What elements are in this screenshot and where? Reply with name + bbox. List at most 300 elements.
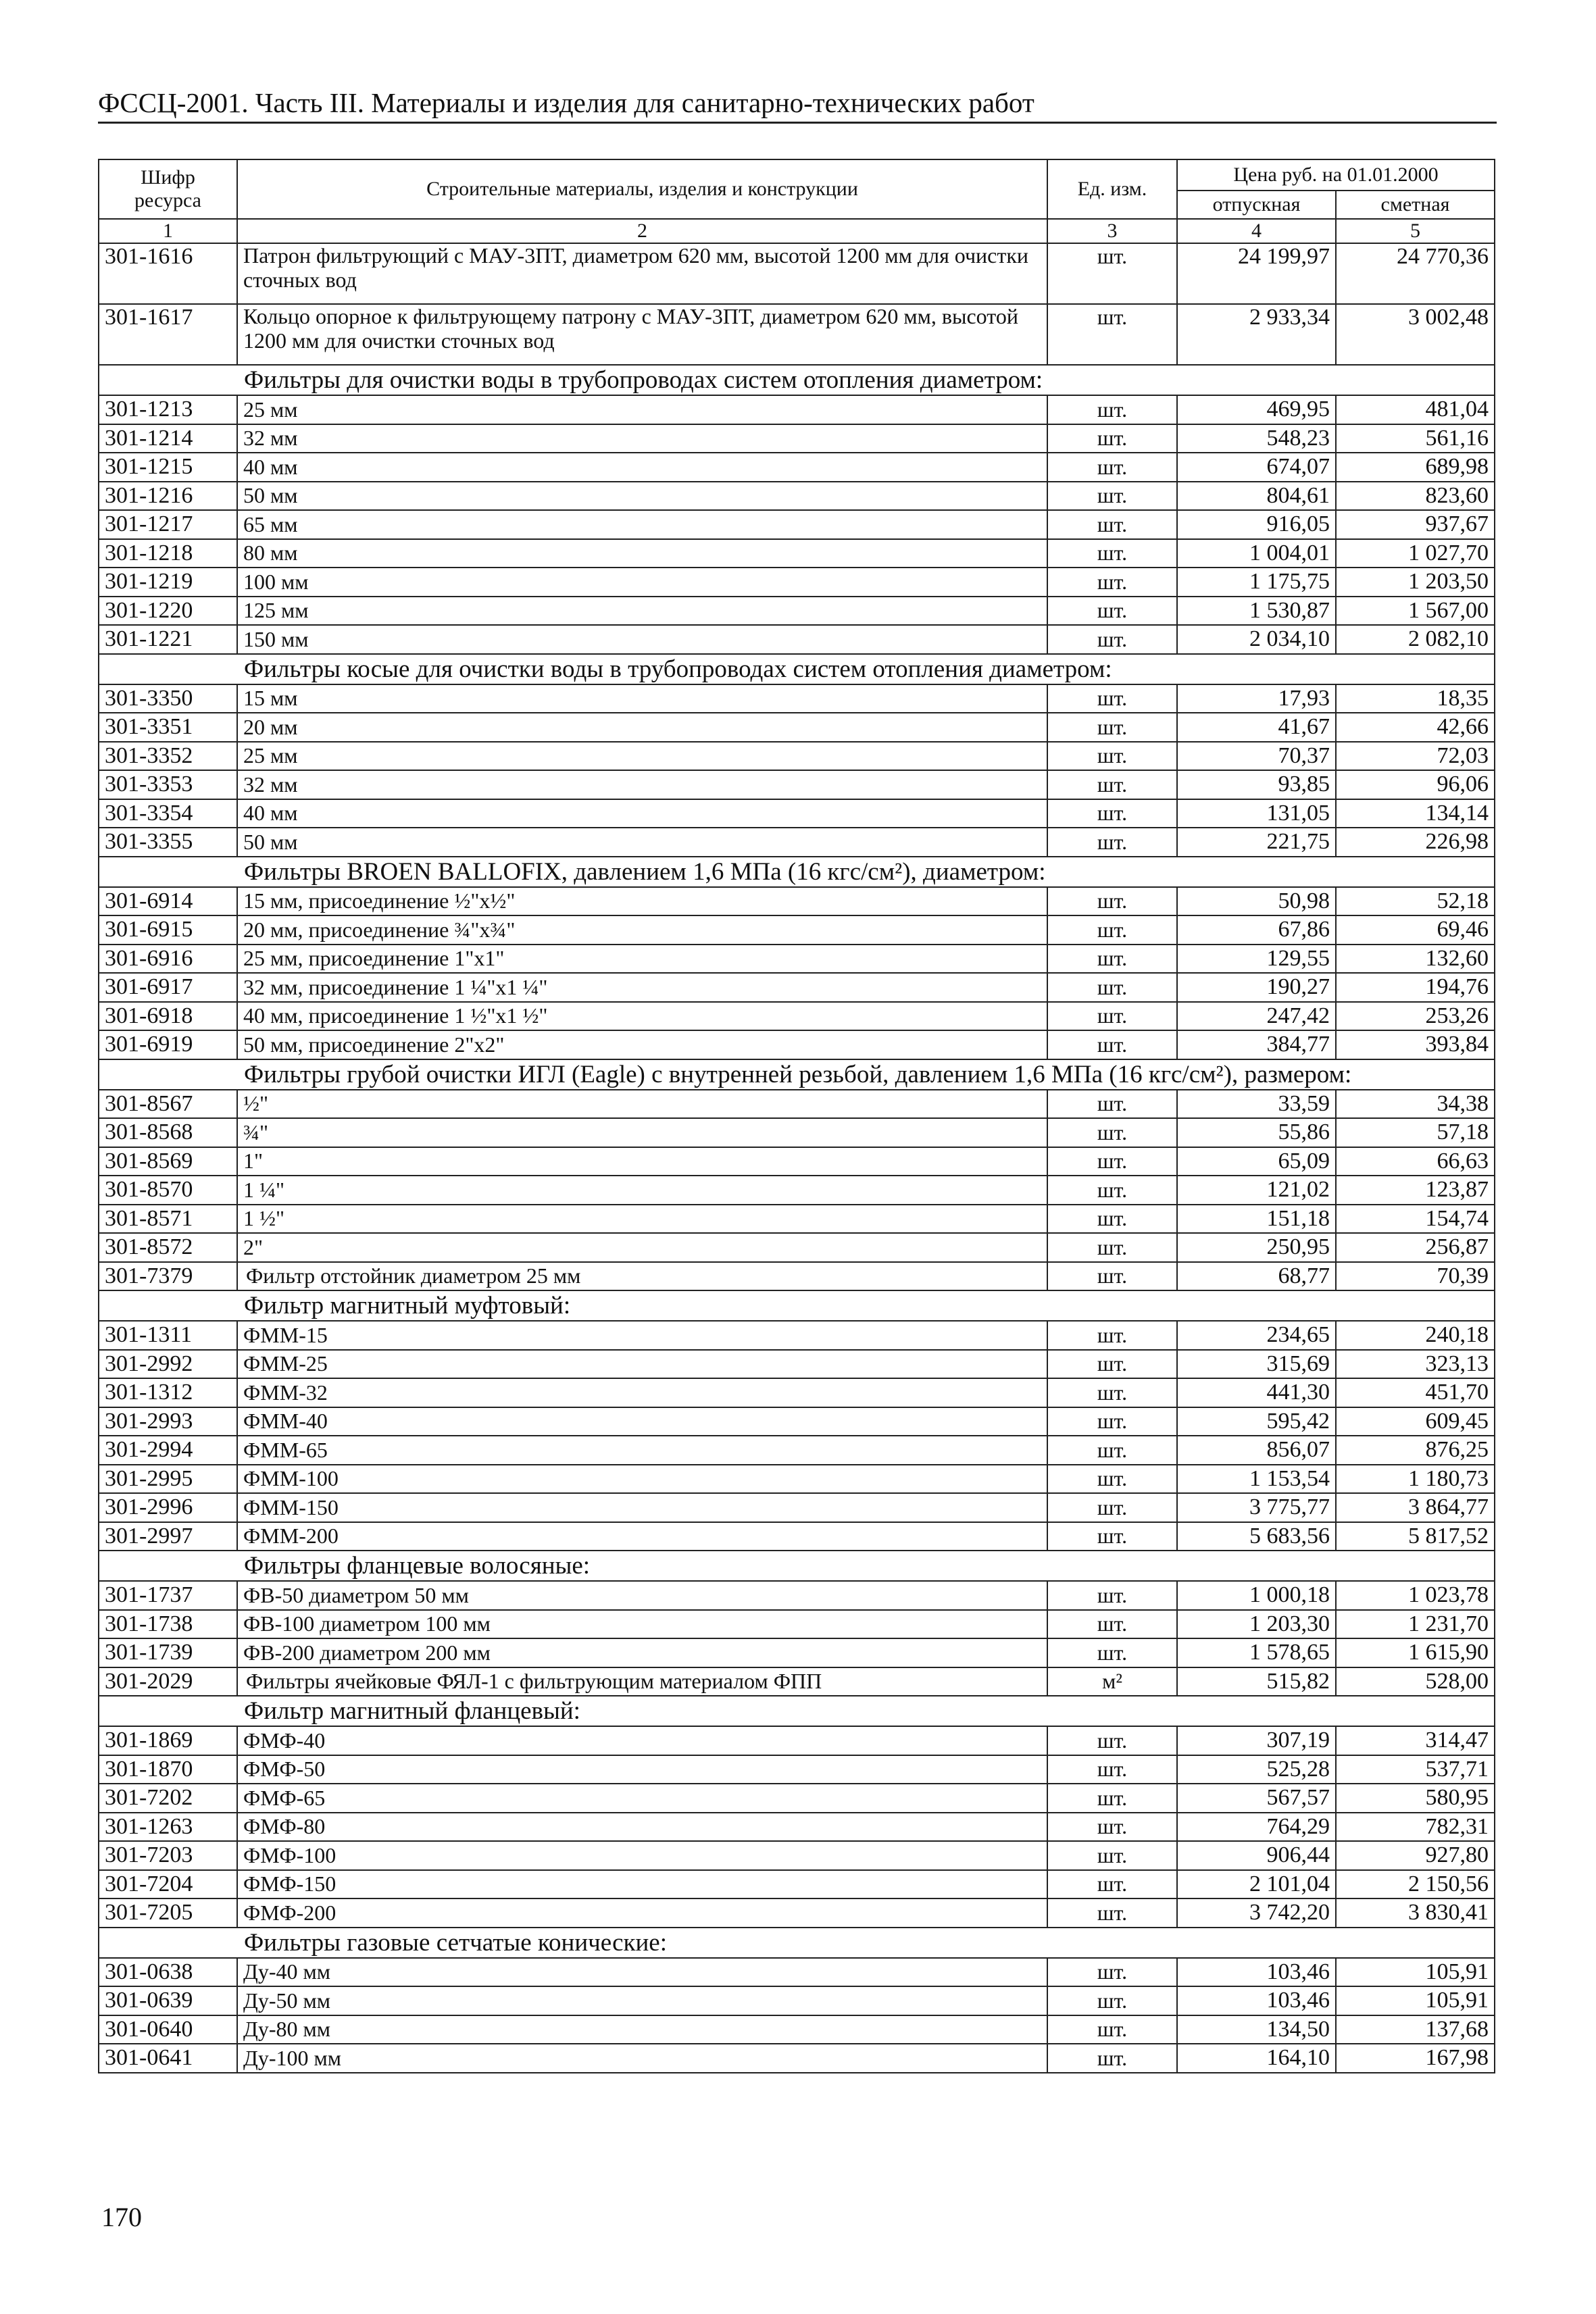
item-name: ФММ-200	[237, 1522, 1047, 1551]
table-row	[99, 1147, 1495, 1176]
resource-code: 301-1220	[99, 597, 237, 626]
resource-code: 301-1617	[99, 304, 237, 365]
header-unit: Ед. изм.	[1047, 159, 1177, 219]
table-row	[99, 1581, 1495, 1610]
release-price: 3 742,20	[1177, 1898, 1336, 1928]
release-price: 2 101,04	[1177, 1870, 1336, 1899]
unit-cell: шт.	[1047, 770, 1177, 799]
item-name: Ду-80 мм	[237, 2015, 1047, 2044]
release-price: 548,23	[1177, 424, 1336, 453]
item-name: 25 мм, присоединение 1"х1"	[237, 945, 1047, 974]
table-row	[99, 2044, 1495, 2073]
estimate-price: 226,98	[1336, 828, 1495, 857]
unit-cell: шт.	[1047, 1841, 1177, 1870]
section-row	[99, 1290, 1495, 1321]
release-price: 70,37	[1177, 742, 1336, 771]
item-name: 32 мм, присоединение 1 ¼"х1 ¼"	[237, 973, 1047, 1002]
release-price: 134,50	[1177, 2015, 1336, 2044]
release-price: 24 199,97	[1177, 243, 1336, 304]
column-number: 4	[1177, 219, 1336, 243]
unit-cell: шт.	[1047, 568, 1177, 597]
table-row	[99, 799, 1495, 828]
item-name: 20 мм, присоединение ¾"х¾"	[237, 915, 1047, 945]
estimate-price: 42,66	[1336, 713, 1495, 742]
unit-cell: шт.	[1047, 1638, 1177, 1667]
estimate-price: 2 150,56	[1336, 1870, 1495, 1899]
resource-code: 301-2995	[99, 1465, 237, 1494]
table-row	[99, 1755, 1495, 1784]
unit-cell: шт.	[1047, 1262, 1177, 1291]
estimate-price: 134,14	[1336, 799, 1495, 828]
estimate-price: 240,18	[1336, 1321, 1495, 1350]
release-price: 1 004,01	[1177, 539, 1336, 568]
unit-cell: шт.	[1047, 1030, 1177, 1059]
resource-code: 301-1739	[99, 1638, 237, 1667]
unit-cell: шт.	[1047, 1726, 1177, 1755]
release-price: 1 530,87	[1177, 597, 1336, 626]
item-name: Фильтры ячейковые ФЯЛ-1 с фильтрующим материалом ФПП	[237, 1667, 1047, 1696]
unit-cell: шт.	[1047, 625, 1177, 654]
table-row	[99, 453, 1495, 482]
table-row	[99, 684, 1495, 713]
resource-code: 301-8569	[99, 1147, 237, 1176]
estimate-price: 3 002,48	[1336, 304, 1495, 365]
unit-cell: шт.	[1047, 1147, 1177, 1176]
release-price: 67,86	[1177, 915, 1336, 945]
item-name: 40 мм, присоединение 1 ½"х1 ½"	[237, 1002, 1047, 1031]
table-row	[99, 482, 1495, 511]
item-name: ФВ-200 диаметром 200 мм	[237, 1638, 1047, 1667]
table-row	[99, 1118, 1495, 1147]
estimate-price: 481,04	[1336, 395, 1495, 424]
item-name: 100 мм	[237, 568, 1047, 597]
resource-code: 301-1221	[99, 625, 237, 654]
estimate-price: 256,87	[1336, 1233, 1495, 1262]
page-number: 170	[101, 2202, 142, 2232]
section-title: Фильтры BROEN BALLOFIX, давлением 1,6 МПа (16 кгс/см²), диаметром:	[99, 857, 1495, 887]
table-row	[99, 510, 1495, 539]
unit-cell: шт.	[1047, 713, 1177, 742]
item-name: 125 мм	[237, 597, 1047, 626]
estimate-price: 154,74	[1336, 1205, 1495, 1234]
estimate-price: 3 830,41	[1336, 1898, 1495, 1928]
estimate-price: 70,39	[1336, 1262, 1495, 1291]
estimate-price: 314,47	[1336, 1726, 1495, 1755]
table-row	[99, 1176, 1495, 1205]
section-title: Фильтр магнитный муфтовый:	[99, 1290, 1495, 1321]
estimate-price: 69,46	[1336, 915, 1495, 945]
unit-cell: шт.	[1047, 510, 1177, 539]
item-name: ФММ-65	[237, 1436, 1047, 1465]
table-row	[99, 1090, 1495, 1119]
release-price: 221,75	[1177, 828, 1336, 857]
unit-cell: шт.	[1047, 1378, 1177, 1407]
estimate-price: 393,84	[1336, 1030, 1495, 1059]
unit-cell: шт.	[1047, 915, 1177, 945]
release-price: 515,82	[1177, 1667, 1336, 1696]
section-title: Фильтры косые для очистки воды в трубопроводах систем отопления диаметром:	[99, 654, 1495, 684]
item-name: Ду-40 мм	[237, 1958, 1047, 1987]
column-number: 1	[99, 219, 237, 243]
release-price: 234,65	[1177, 1321, 1336, 1350]
unit-cell: шт.	[1047, 1205, 1177, 1234]
item-name: Ду-100 мм	[237, 2044, 1047, 2073]
table-row	[99, 945, 1495, 974]
item-name: 50 мм	[237, 828, 1047, 857]
table-row	[99, 1002, 1495, 1031]
release-price: 1 203,30	[1177, 1610, 1336, 1639]
estimate-price: 528,00	[1336, 1667, 1495, 1696]
unit-cell: м²	[1047, 1667, 1177, 1696]
unit-cell: шт.	[1047, 1118, 1177, 1147]
table-row	[99, 1726, 1495, 1755]
section-row	[99, 1551, 1495, 1581]
release-price: 68,77	[1177, 1262, 1336, 1291]
unit-cell: шт.	[1047, 304, 1177, 365]
unit-cell: шт.	[1047, 1465, 1177, 1494]
release-price: 906,44	[1177, 1841, 1336, 1870]
release-price: 3 775,77	[1177, 1493, 1336, 1522]
unit-cell: шт.	[1047, 2044, 1177, 2073]
item-name: ½"	[237, 1090, 1047, 1119]
resource-code: 301-1616	[99, 243, 237, 304]
item-name: 65 мм	[237, 510, 1047, 539]
estimate-price: 57,18	[1336, 1118, 1495, 1147]
unit-cell: шт.	[1047, 1755, 1177, 1784]
resource-code: 301-8568	[99, 1118, 237, 1147]
item-name: ФМФ-40	[237, 1726, 1047, 1755]
estimate-price: 167,98	[1336, 2044, 1495, 2073]
resource-code: 301-1263	[99, 1813, 237, 1842]
unit-cell: шт.	[1047, 1176, 1177, 1205]
table-row	[99, 713, 1495, 742]
estimate-price: 689,98	[1336, 453, 1495, 482]
table-row	[99, 2015, 1495, 2044]
resource-code: 301-1215	[99, 453, 237, 482]
section-title: Фильтры газовые сетчатые конические:	[99, 1928, 1495, 1958]
resource-code: 301-3354	[99, 799, 237, 828]
estimate-price: 537,71	[1336, 1755, 1495, 1784]
table-row	[99, 1522, 1495, 1551]
table-row	[99, 1986, 1495, 2015]
release-price: 595,42	[1177, 1407, 1336, 1436]
estimate-price: 823,60	[1336, 482, 1495, 511]
table-row	[99, 1841, 1495, 1870]
release-price: 33,59	[1177, 1090, 1336, 1119]
estimate-price: 123,87	[1336, 1176, 1495, 1205]
unit-cell: шт.	[1047, 1870, 1177, 1899]
unit-cell: шт.	[1047, 1813, 1177, 1842]
release-price: 17,93	[1177, 684, 1336, 713]
item-name: Патрон фильтрующий с МАУ-3ПТ, диаметром 620 мм, высотой 1200 мм для очистки сточных вод	[237, 243, 1047, 304]
unit-cell: шт.	[1047, 1493, 1177, 1522]
release-price: 441,30	[1177, 1378, 1336, 1407]
table-row	[99, 1667, 1495, 1696]
release-price: 2 933,34	[1177, 304, 1336, 365]
release-price: 151,18	[1177, 1205, 1336, 1234]
unit-cell: шт.	[1047, 1784, 1177, 1813]
unit-cell: шт.	[1047, 742, 1177, 771]
section-row	[99, 654, 1495, 684]
release-price: 469,95	[1177, 395, 1336, 424]
estimate-price: 451,70	[1336, 1378, 1495, 1407]
release-price: 103,46	[1177, 1958, 1336, 1987]
unit-cell: шт.	[1047, 1986, 1177, 2015]
resource-code: 301-3350	[99, 684, 237, 713]
release-price: 764,29	[1177, 1813, 1336, 1842]
resource-code: 301-7204	[99, 1870, 237, 1899]
item-name: Фильтр отстойник диаметром 25 мм	[237, 1262, 1047, 1291]
estimate-price: 2 082,10	[1336, 625, 1495, 654]
resource-code: 301-1312	[99, 1378, 237, 1407]
table-row	[99, 1350, 1495, 1379]
release-price: 41,67	[1177, 713, 1336, 742]
unit-cell: шт.	[1047, 1522, 1177, 1551]
unit-cell: шт.	[1047, 1610, 1177, 1639]
item-name: ФММ-32	[237, 1378, 1047, 1407]
estimate-price: 561,16	[1336, 424, 1495, 453]
resource-code: 301-6916	[99, 945, 237, 974]
release-price: 307,19	[1177, 1726, 1336, 1755]
item-name: Ду-50 мм	[237, 1986, 1047, 2015]
release-price: 131,05	[1177, 799, 1336, 828]
table-row	[99, 1813, 1495, 1842]
release-price: 121,02	[1177, 1176, 1336, 1205]
resource-code: 301-7379	[99, 1262, 237, 1291]
resource-code: 301-2029	[99, 1667, 237, 1696]
item-name: ФММ-25	[237, 1350, 1047, 1379]
table-row	[99, 625, 1495, 654]
table-row	[99, 1958, 1495, 1987]
unit-cell: шт.	[1047, 945, 1177, 974]
estimate-price: 34,38	[1336, 1090, 1495, 1119]
item-name: ФМФ-150	[237, 1870, 1047, 1899]
section-title: Фильтр магнитный фланцевый:	[99, 1696, 1495, 1726]
unit-cell: шт.	[1047, 1090, 1177, 1119]
release-price: 190,27	[1177, 973, 1336, 1002]
item-name: 1 ¼"	[237, 1176, 1047, 1205]
release-price: 2 034,10	[1177, 625, 1336, 654]
estimate-price: 52,18	[1336, 887, 1495, 916]
item-name: 50 мм, присоединение 2"х2"	[237, 1030, 1047, 1059]
column-number: 3	[1047, 219, 1177, 243]
table-row	[99, 828, 1495, 857]
item-name: 1"	[237, 1147, 1047, 1176]
item-name: ФВ-50 диаметром 50 мм	[237, 1581, 1047, 1610]
resource-code: 301-7203	[99, 1841, 237, 1870]
unit-cell: шт.	[1047, 684, 1177, 713]
unit-cell: шт.	[1047, 887, 1177, 916]
table-row	[99, 1638, 1495, 1667]
item-name: 2"	[237, 1233, 1047, 1262]
item-name: ¾"	[237, 1118, 1047, 1147]
resource-code: 301-0639	[99, 1986, 237, 2015]
estimate-price: 1 023,78	[1336, 1581, 1495, 1610]
section-row	[99, 857, 1495, 887]
table-row	[99, 1205, 1495, 1234]
resource-code: 301-6914	[99, 887, 237, 916]
release-price: 856,07	[1177, 1436, 1336, 1465]
section-title: Фильтры для очистки воды в трубопроводах систем отопления диаметром:	[99, 365, 1495, 395]
resource-code: 301-8571	[99, 1205, 237, 1234]
item-name: 32 мм	[237, 770, 1047, 799]
table-row	[99, 1407, 1495, 1436]
estimate-price: 253,26	[1336, 1002, 1495, 1031]
item-name: ФММ-15	[237, 1321, 1047, 1350]
table-row	[99, 915, 1495, 945]
resource-code: 301-6917	[99, 973, 237, 1002]
unit-cell: шт.	[1047, 1581, 1177, 1610]
item-name: ФММ-100	[237, 1465, 1047, 1494]
release-price: 916,05	[1177, 510, 1336, 539]
item-name: 40 мм	[237, 453, 1047, 482]
estimate-price: 105,91	[1336, 1986, 1495, 2015]
estimate-price: 3 864,77	[1336, 1493, 1495, 1522]
estimate-price: 72,03	[1336, 742, 1495, 771]
resource-code: 301-1869	[99, 1726, 237, 1755]
resource-code: 301-3352	[99, 742, 237, 771]
item-name: 80 мм	[237, 539, 1047, 568]
section-title: Фильтры фланцевые волосяные:	[99, 1551, 1495, 1581]
unit-cell: шт.	[1047, 482, 1177, 511]
item-name: ФММ-40	[237, 1407, 1047, 1436]
release-price: 65,09	[1177, 1147, 1336, 1176]
unit-cell: шт.	[1047, 1321, 1177, 1350]
item-name: 25 мм	[237, 742, 1047, 771]
unit-cell: шт.	[1047, 2015, 1177, 2044]
header-code: Шифр ресурса	[99, 159, 237, 219]
estimate-price: 24 770,36	[1336, 243, 1495, 304]
table-row	[99, 304, 1495, 365]
item-name: ФМФ-50	[237, 1755, 1047, 1784]
resource-code: 301-1737	[99, 1581, 237, 1610]
resource-code: 301-6919	[99, 1030, 237, 1059]
table-body	[99, 243, 1495, 2073]
resource-code: 301-7202	[99, 1784, 237, 1813]
resource-code: 301-1219	[99, 568, 237, 597]
resource-code: 301-0640	[99, 2015, 237, 2044]
unit-cell: шт.	[1047, 1407, 1177, 1436]
section-row	[99, 365, 1495, 395]
resource-code: 301-8570	[99, 1176, 237, 1205]
table-row	[99, 1898, 1495, 1928]
estimate-price: 18,35	[1336, 684, 1495, 713]
table-row	[99, 1465, 1495, 1494]
table-row	[99, 973, 1495, 1002]
resource-code: 301-8572	[99, 1233, 237, 1262]
resource-code: 301-2994	[99, 1436, 237, 1465]
table-row	[99, 1493, 1495, 1522]
unit-cell: шт.	[1047, 395, 1177, 424]
release-price: 525,28	[1177, 1755, 1336, 1784]
resource-code: 301-3355	[99, 828, 237, 857]
resource-code: 301-2992	[99, 1350, 237, 1379]
estimate-price: 1 180,73	[1336, 1465, 1495, 1494]
resource-code: 301-7205	[99, 1898, 237, 1928]
resource-code: 301-8567	[99, 1090, 237, 1119]
table-row	[99, 887, 1495, 916]
unit-cell: шт.	[1047, 1233, 1177, 1262]
unit-cell: шт.	[1047, 799, 1177, 828]
estimate-price: 782,31	[1336, 1813, 1495, 1842]
table-row	[99, 1436, 1495, 1465]
item-name: ФМФ-100	[237, 1841, 1047, 1870]
estimate-price: 105,91	[1336, 1958, 1495, 1987]
estimate-price: 876,25	[1336, 1436, 1495, 1465]
unit-cell: шт.	[1047, 1002, 1177, 1031]
release-price: 50,98	[1177, 887, 1336, 916]
release-price: 674,07	[1177, 453, 1336, 482]
release-price: 1 578,65	[1177, 1638, 1336, 1667]
unit-cell: шт.	[1047, 828, 1177, 857]
table-row	[99, 1378, 1495, 1407]
unit-cell: шт.	[1047, 1958, 1177, 1987]
estimate-price: 609,45	[1336, 1407, 1495, 1436]
estimate-price: 132,60	[1336, 945, 1495, 974]
release-price: 103,46	[1177, 1986, 1336, 2015]
estimate-price: 66,63	[1336, 1147, 1495, 1176]
unit-cell: шт.	[1047, 1898, 1177, 1928]
column-number: 5	[1336, 219, 1495, 243]
estimate-price: 194,76	[1336, 973, 1495, 1002]
release-price: 1 175,75	[1177, 568, 1336, 597]
resource-code: 301-1218	[99, 539, 237, 568]
release-price: 129,55	[1177, 945, 1336, 974]
header-name: Строительные материалы, изделия и конструкции	[237, 159, 1047, 219]
table-row	[99, 1233, 1495, 1262]
resource-code: 301-2993	[99, 1407, 237, 1436]
section-title: Фильтры грубой очистки ИГЛ (Eagle) с внутренней резьбой, давлением 1,6 МПа (16 кгс/см²), размером:	[99, 1059, 1495, 1090]
resource-code: 301-1216	[99, 482, 237, 511]
resource-code: 301-3353	[99, 770, 237, 799]
estimate-price: 580,95	[1336, 1784, 1495, 1813]
item-name: 25 мм	[237, 395, 1047, 424]
resource-code: 301-1738	[99, 1610, 237, 1639]
resource-code: 301-2997	[99, 1522, 237, 1551]
release-price: 384,77	[1177, 1030, 1336, 1059]
table-row	[99, 1610, 1495, 1639]
unit-cell: шт.	[1047, 597, 1177, 626]
release-price: 93,85	[1177, 770, 1336, 799]
unit-cell: шт.	[1047, 453, 1177, 482]
item-name: 150 мм	[237, 625, 1047, 654]
item-name: 40 мм	[237, 799, 1047, 828]
estimate-price: 1 615,90	[1336, 1638, 1495, 1667]
item-name: 32 мм	[237, 424, 1047, 453]
table-row	[99, 742, 1495, 771]
release-price: 55,86	[1177, 1118, 1336, 1147]
resource-code: 301-2996	[99, 1493, 237, 1522]
table-row	[99, 770, 1495, 799]
resource-code: 301-0638	[99, 1958, 237, 1987]
estimate-price: 1 027,70	[1336, 539, 1495, 568]
unit-cell: шт.	[1047, 424, 1177, 453]
item-name: ФМФ-80	[237, 1813, 1047, 1842]
resource-code: 301-1214	[99, 424, 237, 453]
release-price: 1 153,54	[1177, 1465, 1336, 1494]
table-row	[99, 1321, 1495, 1350]
item-name: ФМФ-200	[237, 1898, 1047, 1928]
item-name: ФМФ-65	[237, 1784, 1047, 1813]
resource-code: 301-1870	[99, 1755, 237, 1784]
item-name: 15 мм	[237, 684, 1047, 713]
resource-code: 301-1213	[99, 395, 237, 424]
unit-cell: шт.	[1047, 1350, 1177, 1379]
estimate-price: 137,68	[1336, 2015, 1495, 2044]
table-row	[99, 243, 1495, 304]
resource-code: 301-3351	[99, 713, 237, 742]
table-row	[99, 1030, 1495, 1059]
